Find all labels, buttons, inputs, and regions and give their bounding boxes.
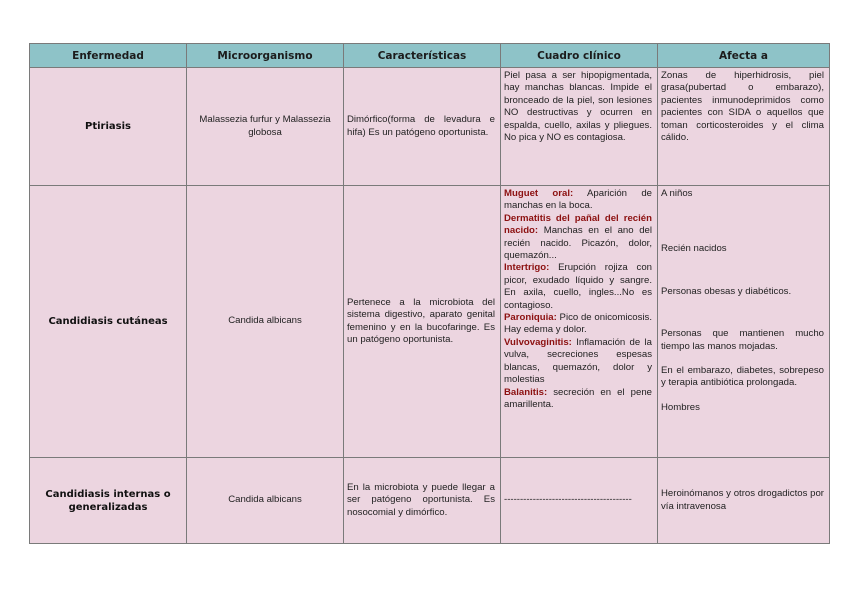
disease-name: Ptiriasis <box>30 68 187 186</box>
symptom-label: Intertrigo: <box>504 262 550 274</box>
header-enfermedad: Enfermedad <box>30 44 187 68</box>
characteristics: Pertenece a la microbiota del sistema digestivo, aparato genital femenino y en la bucofaringe. Es un patógeno oportunista. <box>344 186 501 458</box>
characteristics: En la microbiota y puede llegar a ser patógeno oportunista. Es nosocomial y dimórfico. <box>344 458 501 544</box>
microorganism: Candida albicans <box>187 186 344 458</box>
header-afecta-a: Afecta a <box>658 44 830 68</box>
affects-item: Personas que mantienen mucho tiempo las manos mojadas. <box>661 328 824 352</box>
diseases-table <box>29 43 830 544</box>
symptom-text: Inflamación de la vulva, secreciones espesas blancas, quemazón, dolor y molestias <box>504 336 652 386</box>
symptom-text: Pico de onicomicosis. Hay edema y dolor. <box>504 312 652 336</box>
symptom-text: Erupción rojiza con picor, exudado líquido y sangre. En axila, cuello, ingles...No es contagioso. <box>504 262 652 311</box>
clinical-picture: ---------------------------------------- <box>501 458 658 544</box>
symptom-label: Balanitis: <box>504 386 548 398</box>
affects: Heroinómanos y otros drogadictos por vía intravenosa <box>658 458 830 544</box>
affects-item: Hombres <box>661 401 700 413</box>
disease-name: Candidiasis cutáneas <box>30 186 187 458</box>
disease-name: Candidiasis internas o generalizadas <box>30 458 187 544</box>
symptom-item <box>504 262 652 312</box>
affects-item: En el embarazo, diabetes, sobrepeso y terapia antibiótica prolongada. <box>661 365 824 389</box>
header-caracteristicas: Características <box>344 44 501 68</box>
clinical-picture: Piel pasa a ser hipopigmentada, hay manchas blancas. Impide el bronceado de la piel, son lesiones NO destructivas y ocurren en espalda, cuello, axilas y pliegues. No pica y NO es contagiosa. <box>501 68 658 186</box>
microorganism: Candida albicans <box>187 458 344 544</box>
symptom-text: secreción en el pene amarillenta. <box>504 386 652 410</box>
affects-item: A niños <box>661 188 693 199</box>
table-row <box>30 186 830 458</box>
symptom-label: Paroniquia: <box>504 312 557 324</box>
symptom-label: Muguet oral: <box>504 188 574 199</box>
symptom-item <box>504 312 652 337</box>
affects <box>658 186 830 458</box>
clinical-picture <box>501 186 658 458</box>
symptom-item <box>504 213 652 263</box>
symptom-item <box>504 337 652 387</box>
microorganism: Malassezia furfur y Malassezia globosa <box>187 68 344 186</box>
symptom-label: Dermatitis del pañal del recién nacido: <box>504 212 652 237</box>
header-microorganismo: Microorganismo <box>187 44 344 68</box>
symptom-label: Vulvovaginitis: <box>504 336 572 348</box>
characteristics: Dimórfico(forma de levadura e hifa) Es un patógeno oportunista. <box>344 68 501 186</box>
affects-item: Personas obesas y diabéticos. <box>661 285 792 297</box>
table-row <box>30 68 830 186</box>
symptom-item <box>504 387 652 412</box>
affects-item: Recién nacidos <box>661 243 727 255</box>
symptom-item <box>504 188 652 213</box>
header-cuadro-clinico: Cuadro clínico <box>501 44 658 68</box>
affects: Zonas de hiperhidrosis, piel grasa(pubertad o embarazo), pacientes inmunodeprimidos como pacientes con SIDA o aquellos que toman corticosteroides y el clima cálido. <box>658 68 830 186</box>
table-row <box>30 458 830 544</box>
symptom-text: Manchas en el ano del recién nacido. Picazón, dolor, quemazón... <box>504 225 652 262</box>
header-row <box>30 44 830 68</box>
symptom-text: Aparición de manchas en la boca. <box>504 188 652 212</box>
